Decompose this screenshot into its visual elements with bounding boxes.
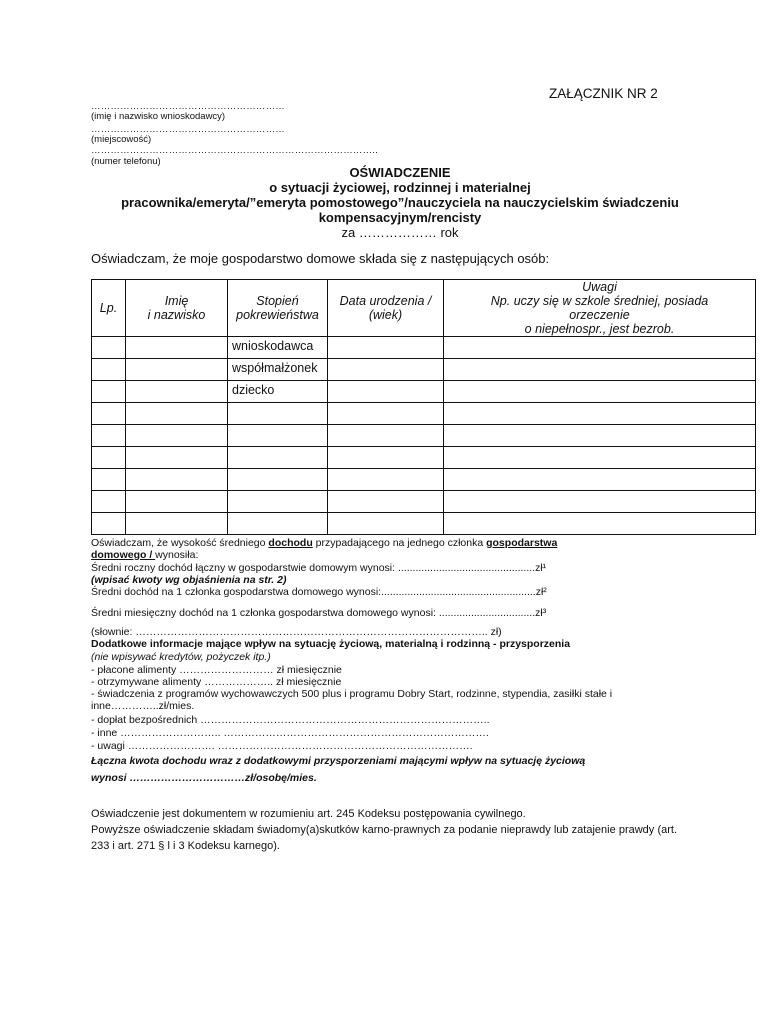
per-member-income-field[interactable]: Średni dochód na 1 członka gospodarstwa domowego wynosi:.....................................................zł² — [91, 586, 547, 598]
table-row — [92, 469, 756, 491]
cell-notes[interactable] — [444, 491, 756, 513]
table-row — [92, 447, 756, 469]
header-name-1: Imię — [164, 294, 189, 308]
direct-payments-field[interactable]: - dopłat bezpośrednich ……………………………………………………………………….. — [91, 714, 490, 726]
table-row — [92, 381, 756, 403]
cell-name[interactable] — [126, 447, 228, 469]
cell-lp[interactable] — [92, 381, 126, 403]
cell-relation[interactable] — [228, 425, 328, 447]
cell-birth[interactable] — [328, 381, 444, 403]
benefits-field-2[interactable]: inne…………..zł/mies. — [91, 700, 195, 712]
legal-statement-2: Powyższe oświadczenie składam świadomy(a)skutków karno-prawnych za podanie nieprawdy lub zatajenie prawdy (art. 233 i art. 271 § l i 3 Kodeksu karnego). — [91, 824, 677, 852]
header-degree — [228, 280, 328, 337]
cell-notes[interactable] — [444, 513, 756, 535]
title-year[interactable]: za ……………… rok — [341, 225, 459, 240]
annual-income-field[interactable]: Średni roczny dochód łączny w gospodarstwie domowym wynosi: ...............................................zł¹ — [91, 562, 547, 574]
header-birth-1: Data urodzenia / — [339, 294, 432, 308]
table-row — [92, 337, 756, 359]
place-field[interactable]: …………………………………………………… — [91, 124, 285, 135]
document-title — [60, 165, 740, 240]
table-row — [92, 513, 756, 535]
header-notes — [444, 280, 756, 337]
header-degree-1: Stopień — [256, 294, 299, 308]
cell-relation[interactable]: wnioskodawca — [228, 337, 328, 359]
extra-info-heading: Dodatkowe informacje mające wpływ na sytuację życiową, materialną i rodzinną - przysporzenia — [91, 638, 571, 650]
income-decl-a: Oświadczam, że wysokość średniego — [91, 537, 269, 549]
legal-statement-1: Oświadczenie jest dokumentem w rozumieniu art. 245 Kodeksu postępowania cywilnego. — [91, 808, 526, 820]
title-line-2: pracownika/emeryta/”emeryta pomostowego”/nauczyciela na nauczycielskim świadczeniu — [121, 195, 679, 210]
cell-name[interactable] — [126, 491, 228, 513]
cell-name[interactable] — [126, 381, 228, 403]
title-line-1: o sytuacji życiowej, rodzinnej i materialnej — [269, 180, 531, 195]
cell-name[interactable] — [126, 359, 228, 381]
cell-relation[interactable]: dziecko — [228, 381, 328, 403]
annual-income-note: (wpisać kwoty wg objaśnienia na str. 2) — [91, 574, 287, 586]
cell-name[interactable] — [126, 513, 228, 535]
cell-birth[interactable] — [328, 425, 444, 447]
cell-birth[interactable] — [328, 447, 444, 469]
cell-birth[interactable] — [328, 491, 444, 513]
income-declaration-2 — [91, 549, 198, 561]
cell-relation[interactable]: współmałżonek — [228, 359, 328, 381]
cell-notes[interactable] — [444, 447, 756, 469]
table-row — [92, 491, 756, 513]
cell-lp[interactable] — [92, 469, 126, 491]
header-name-2: i nazwisko — [147, 308, 206, 322]
income-decl2-b: wynosiła: — [155, 549, 199, 561]
title-main: OŚWIADCZENIE — [349, 165, 451, 180]
header-name — [126, 280, 228, 337]
cell-name[interactable] — [126, 469, 228, 491]
cell-birth[interactable] — [328, 359, 444, 381]
cell-notes[interactable] — [444, 425, 756, 447]
applicant-name-field[interactable]: …………………………………………………… — [91, 101, 285, 112]
header-lp: Lp. — [92, 280, 126, 337]
header-notes-2: Np. uczy się w szkole średniej, posiada — [490, 294, 709, 308]
income-decl2-a: domowego / — [91, 549, 156, 561]
income-in-words-field[interactable]: (słownie: ……………………………………………………………………………………….. zł) — [91, 626, 502, 638]
cell-relation[interactable] — [228, 447, 328, 469]
household-intro: Oświadczam, że moje gospodarstwo domowe składa się z następujących osób: — [91, 251, 550, 266]
table-header-row — [92, 280, 756, 337]
table-row — [92, 425, 756, 447]
phone-caption: (numer telefonu) — [91, 156, 161, 167]
header-notes-1: Uwagi — [582, 280, 617, 294]
cell-relation[interactable] — [228, 513, 328, 535]
remarks-field[interactable]: - uwagi ……………………. ………………………………………………………………. — [91, 740, 473, 752]
total-income-label: Łączna kwota dochodu wraz z dodatkowymi przysporzeniami mającymi wpływ na sytuację życiową — [91, 755, 586, 767]
phone-field[interactable]: …………………………………………………………………………….. — [91, 145, 378, 156]
other-field[interactable]: - inne ……………………….. …………………………………………………………………. — [91, 727, 489, 739]
cell-birth[interactable] — [328, 469, 444, 491]
header-notes-3: orzeczenie — [569, 308, 630, 322]
income-decl-d: gospodarstwa — [486, 537, 558, 549]
title-line-3: kompensacyjnym/rencisty — [318, 210, 482, 225]
annex-label: ZAŁĄCZNIK NR 2 — [549, 86, 658, 101]
cell-lp[interactable] — [92, 447, 126, 469]
cell-lp[interactable] — [92, 425, 126, 447]
cell-lp[interactable] — [92, 403, 126, 425]
household-table — [91, 279, 756, 535]
cell-name[interactable] — [126, 425, 228, 447]
applicant-name-caption: (imię i nazwisko wnioskodawcy) — [91, 111, 226, 122]
monthly-income-field[interactable]: Średni miesięczny dochód na 1 członka gospodarstwa domowego wynosi: .................................zł³ — [91, 607, 547, 619]
cell-notes[interactable] — [444, 381, 756, 403]
cell-notes[interactable] — [444, 403, 756, 425]
table-row — [92, 403, 756, 425]
table-row — [92, 359, 756, 381]
income-decl-b: dochodu — [268, 537, 313, 549]
cell-notes[interactable] — [444, 469, 756, 491]
income-decl-c: przypadającego na jednego członka — [312, 537, 487, 549]
total-income-field[interactable]: wynosi ……………………………zł/osobę/mies. — [91, 772, 317, 784]
header-degree-2: pokrewieństwa — [236, 308, 319, 322]
cell-lp[interactable] — [92, 513, 126, 535]
place-caption: (miejscowość) — [91, 134, 152, 145]
cell-notes[interactable] — [444, 359, 756, 381]
cell-lp[interactable] — [92, 491, 126, 513]
header-birth-2: (wiek) — [368, 308, 403, 322]
cell-birth[interactable] — [328, 403, 444, 425]
extra-info-note: (nie wpisywać kredytów, pożyczek itp.) — [91, 651, 271, 663]
benefits-field[interactable]: - świadczenia z programów wychowawczych 500 plus i programu Dobry Start, rodzinne, stypendia, zasiłki stałe i — [91, 688, 613, 700]
income-declaration — [91, 537, 557, 549]
cell-lp[interactable] — [92, 337, 126, 359]
cell-relation[interactable] — [228, 403, 328, 425]
cell-name[interactable] — [126, 337, 228, 359]
cell-name[interactable] — [126, 403, 228, 425]
cell-lp[interactable] — [92, 359, 126, 381]
cell-relation[interactable] — [228, 491, 328, 513]
header-birth — [328, 280, 444, 337]
cell-birth[interactable] — [328, 513, 444, 535]
header-notes-4: o niepełnospr., jest bezrob. — [524, 322, 675, 336]
paid-alimony-field[interactable]: - płacone alimenty ……………………… zł miesięcznie — [91, 664, 342, 676]
cell-relation[interactable] — [228, 469, 328, 491]
received-alimony-field[interactable]: - otrzymywane alimenty ……………….. zł miesięcznie — [91, 676, 342, 688]
cell-notes[interactable] — [444, 337, 756, 359]
cell-birth[interactable] — [328, 337, 444, 359]
